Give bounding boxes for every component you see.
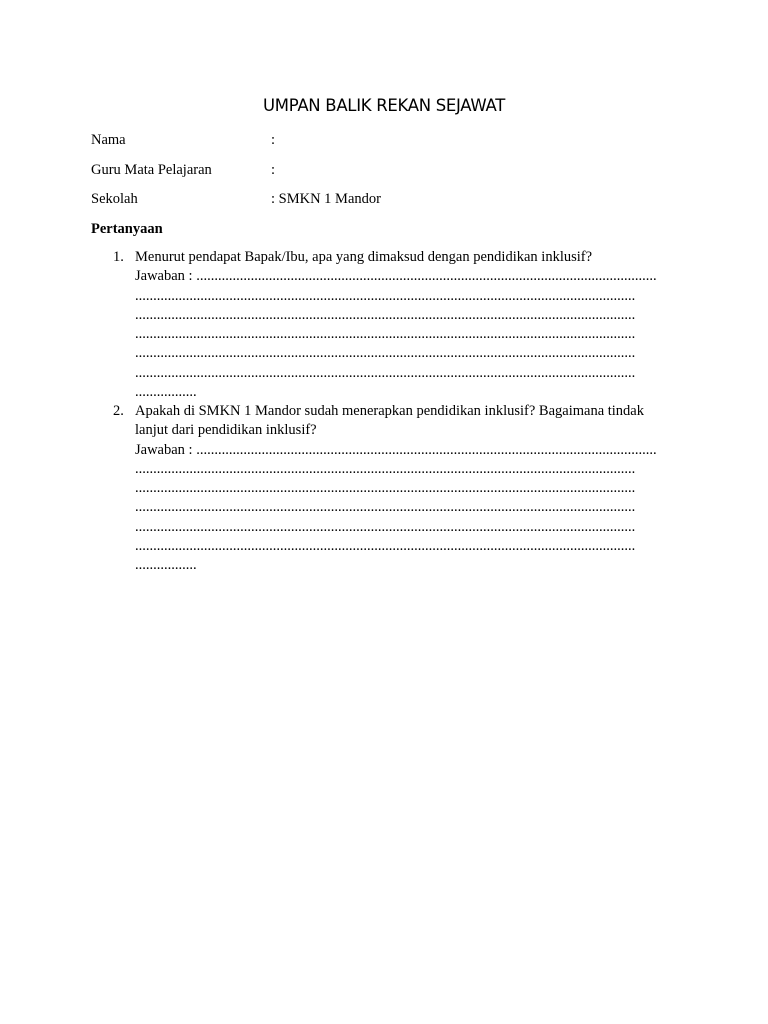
section-heading: Pertanyaan bbox=[91, 221, 163, 237]
answer-line: .......................................................................................................................................... bbox=[135, 518, 636, 535]
answer-line: .......................................................................................................................................... bbox=[135, 460, 636, 477]
field-label: Sekolah bbox=[91, 191, 138, 207]
answer-line: Jawaban : ............................................................................................................................... bbox=[135, 268, 657, 285]
field-nama bbox=[91, 130, 691, 150]
question-body bbox=[135, 402, 680, 576]
question-number: 1. bbox=[113, 249, 124, 265]
field-value: : bbox=[271, 162, 276, 178]
answer-line: .......................................................................................................................................... bbox=[135, 364, 636, 381]
answer-line: .......................................................................................................................................... bbox=[135, 326, 636, 343]
question-text: Apakah di SMKN 1 Mandor sudah menerapkan pendidikan inklusif? Bagaimana tindak bbox=[135, 403, 644, 419]
question-text: Menurut pendapat Bapak/Ibu, apa yang dimaksud dengan pendidikan inklusif? bbox=[135, 249, 593, 265]
answer-line: .......................................................................................................................................... bbox=[135, 345, 636, 362]
question-text: lanjut dari pendidikan inklusif? bbox=[135, 422, 317, 439]
answer-line: .......................................................................................................................................... bbox=[135, 538, 636, 555]
field-label: Nama bbox=[91, 132, 126, 148]
answer-line: .......................................................................................................................................... bbox=[135, 499, 636, 516]
question-body bbox=[135, 248, 680, 402]
field-value: : bbox=[271, 132, 276, 148]
answer-line: ................. bbox=[135, 557, 197, 574]
field-sekolah bbox=[91, 189, 691, 209]
document-title: UMPAN BALIK REKAN SEJAWAT bbox=[263, 96, 505, 115]
answer-line: .......................................................................................................................................... bbox=[135, 480, 636, 497]
answer-line: .......................................................................................................................................... bbox=[135, 287, 636, 304]
field-guru-mata-pelajaran bbox=[91, 160, 691, 180]
answer-line: .......................................................................................................................................... bbox=[135, 306, 636, 323]
field-value: : SMKN 1 Mandor bbox=[271, 191, 381, 207]
field-label: Guru Mata Pelajaran bbox=[91, 162, 212, 178]
answer-line: ................. bbox=[135, 384, 197, 401]
answer-line: Jawaban : ............................................................................................................................... bbox=[135, 441, 657, 458]
question-number: 2. bbox=[113, 403, 124, 419]
